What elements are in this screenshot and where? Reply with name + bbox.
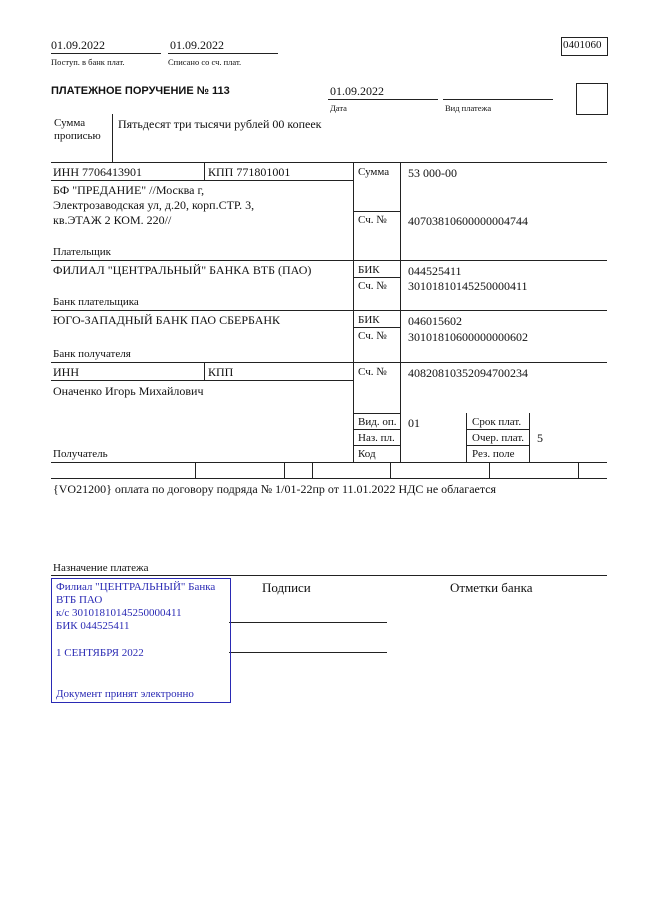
stamp-line-2: ВТБ ПАО	[56, 594, 103, 606]
payee-acc-label: Сч. №	[358, 366, 387, 378]
payer-kpp: КПП 771801001	[208, 165, 291, 179]
kod-label: Код	[358, 448, 376, 460]
amount-words-label-1: Сумма	[54, 117, 86, 129]
stamp-note: Документ принят электронно	[56, 688, 194, 700]
payer-bank-bik-label: БИК	[358, 264, 380, 276]
payee-inn-label: ИНН	[53, 365, 79, 379]
payer-inn-bottom	[51, 180, 353, 181]
right-col-left	[353, 162, 354, 462]
purpose-bottom	[51, 575, 607, 576]
amount-words-label-2: прописью	[54, 130, 101, 142]
payee-bank-acc-label: Сч. №	[358, 330, 387, 342]
tax-row-top	[51, 462, 607, 463]
payer-name-line-1: БФ "ПРЕДАНИЕ" //Москва г,	[53, 183, 205, 197]
codes-row-1	[353, 429, 400, 430]
document-date-label: Дата	[330, 103, 347, 113]
tax-row-bottom	[51, 478, 607, 479]
payment-purpose: {VO21200} оплата по договору подряда № 1/01-22пр от 11.01.2022 НДС не облагается	[53, 482, 497, 496]
signatures-label: Подписи	[262, 580, 311, 595]
amount-words-bottom	[51, 162, 607, 163]
document-date-line	[328, 99, 438, 100]
received-date-line	[51, 53, 161, 54]
payer-inn: ИНН 7706413901	[53, 165, 142, 179]
signature-line-1	[229, 622, 387, 623]
srok-label: Срок плат.	[472, 416, 522, 428]
payer-bank-label: Банк плательщика	[53, 296, 139, 308]
ocher-label: Очер. плат.	[472, 432, 525, 444]
payer-bank-acc: 30101810145250000411	[408, 279, 528, 293]
rez-label: Рез. поле	[472, 448, 515, 460]
payee-kpp-label: КПП	[208, 365, 234, 379]
tax-cell-1	[195, 462, 196, 478]
amount-words-value: Пятьдесят три тысячи рублей 00 копеек	[118, 117, 322, 131]
document-title: ПЛАТЕЖНОЕ ПОРУЧЕНИЕ № 113	[51, 85, 230, 97]
payee-bank-acc: 30101810600000000602	[408, 330, 528, 344]
payer-inn-kpp-divider	[204, 162, 205, 180]
tax-cell-4	[390, 462, 391, 478]
naz-pl-label: Наз. пл.	[358, 432, 395, 444]
stamp-line-3: к/с 30101810145250000411	[56, 607, 182, 619]
payee-acc-bottom	[353, 413, 400, 414]
payment-purpose-label: Назначение платежа	[53, 562, 149, 574]
amount-words-divider	[112, 114, 113, 162]
payer-account-label: Сч. №	[358, 214, 387, 226]
payee-label: Получатель	[53, 448, 108, 460]
payer-label: Плательщик	[53, 246, 111, 258]
codes-row-2-right	[466, 445, 529, 446]
payer-bank-bik: 044525411	[408, 264, 462, 278]
bank-stamp	[51, 578, 231, 703]
codes-right-divider	[529, 413, 530, 462]
payer-block-bottom	[51, 260, 607, 261]
sum-value: 53 000-00	[408, 166, 457, 180]
tax-cell-3	[312, 462, 313, 478]
vid-op-value: 01	[408, 416, 420, 430]
payment-type-label: Вид платежа	[445, 103, 492, 113]
received-date: 01.09.2022	[51, 38, 105, 52]
codes-mid-divider	[466, 413, 467, 462]
codes-row-2	[353, 445, 400, 446]
tax-cell-2	[284, 462, 285, 478]
payer-bank-bottom	[51, 310, 607, 311]
sum-bottom	[353, 211, 400, 212]
payment-type-box	[576, 83, 608, 115]
stamp-line-1: Филиал "ЦЕНТРАЛЬНЫЙ" Банка	[56, 581, 216, 593]
payee-bank-name: ЮГО-ЗАПАДНЫЙ БАНК ПАО СБЕРБАНК	[53, 313, 281, 327]
payer-bank-acc-label: Сч. №	[358, 280, 387, 292]
form-code: 0401060	[563, 39, 602, 51]
debited-label: Списано со сч. плат.	[168, 57, 242, 67]
stamp-line-4: БИК 044525411	[56, 620, 130, 632]
ocher-value: 5	[537, 431, 543, 445]
payee-inn-kpp-divider	[204, 362, 205, 380]
payee-name: Оначенко Игорь Михайлович	[53, 384, 204, 398]
payment-type-line	[443, 99, 553, 100]
payer-name-line-3: кв.ЭТАЖ 2 КОМ. 220//	[53, 213, 172, 227]
payer-name-line-2: Электрозаводская ул, д.20, корп.СТР. 3,	[53, 198, 255, 212]
debited-date-line	[168, 53, 278, 54]
payee-bank-bik-bottom	[353, 327, 400, 328]
payee-bank-bottom	[51, 362, 607, 363]
signature-line-2	[229, 652, 387, 653]
stamp-date: 1 СЕНТЯБРЯ 2022	[56, 647, 144, 659]
tax-cell-6	[578, 462, 579, 478]
payee-bank-label: Банк получателя	[53, 348, 131, 360]
document-date: 01.09.2022	[330, 84, 384, 98]
payee-inn-bottom	[51, 380, 353, 381]
codes-row-1-right	[466, 429, 529, 430]
debited-date: 01.09.2022	[170, 38, 224, 52]
bank-marks-label: Отметки банка	[450, 580, 533, 595]
payee-bank-bik: 046015602	[408, 314, 462, 328]
vid-op-label: Вид. оп.	[358, 416, 397, 428]
received-label: Поступ. в банк плат.	[51, 57, 125, 67]
sum-label: Сумма	[358, 166, 390, 178]
payee-bank-bik-label: БИК	[358, 314, 380, 326]
payee-acc: 40820810352094700234	[408, 366, 528, 380]
tax-cell-5	[489, 462, 490, 478]
payer-bank-bik-bottom	[353, 277, 400, 278]
payer-bank-name: ФИЛИАЛ "ЦЕНТРАЛЬНЫЙ" БАНКА ВТБ (ПАО)	[53, 263, 312, 277]
payer-account-value: 40703810600000004744	[408, 214, 528, 228]
right-col-right	[400, 162, 401, 462]
